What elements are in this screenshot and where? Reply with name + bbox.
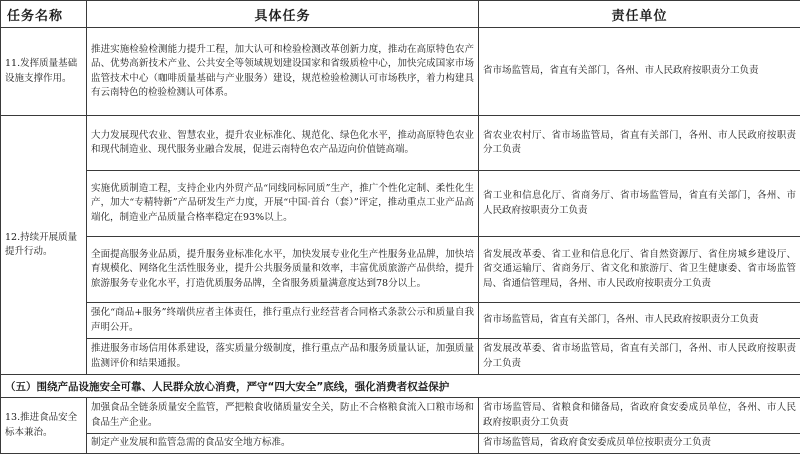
- responsible-unit-cell: 省市场监管局，省政府食安委成员单位按职责分工负责: [479, 434, 800, 454]
- task-detail-cell: 加强食品全链条质量安全监管，严把粮食收储质量安全关，防止不合格粮食流入口粮市场和食品生产企业。: [87, 398, 479, 434]
- responsible-unit-cell: 省发展改革委、省市场监管局，省直有关部门，各州、市人民政府按职责分工负责: [479, 339, 800, 375]
- table-row: [1, 339, 800, 375]
- responsible-unit-cell: 省市场监管局，省直有关部门，各州、市人民政府按职责分工负责: [479, 303, 800, 339]
- table-row: [1, 237, 800, 303]
- responsible-unit-cell: 省工业和信息化厅、省商务厅、省市场监管局，省直有关部门，各州、市人民政府按职责分工负责: [479, 171, 800, 237]
- task-name-cell: 13.推进食品安全标本兼治。: [1, 398, 87, 454]
- responsible-unit-cell: 省农业农村厅、省市场监管局，省直有关部门，各州、市人民政府按职责分工负责: [479, 116, 800, 171]
- task-detail-cell: 推进实施检验检测能力提升工程，加大认可和检验检测改革创新力度，推动在高原特色农产品、优势高新技术产业、公共安全等领域规划建设国家和省级质检中心，加快完成国家市场监管技术中心（咖啡质量基础与产业服务）建设，规范检验检测认可市场秩序，着力构建具有云南特色的检验检测认可体系。: [87, 28, 479, 116]
- task-name-cell: 12.持续开展质量提升行动。: [1, 116, 87, 375]
- header-task-name: 任务名称: [1, 1, 87, 28]
- table-row: [1, 116, 800, 171]
- task-name-cell: 11.发挥质量基础设施支撑作用。: [1, 28, 87, 116]
- table-row: [1, 171, 800, 237]
- table-row: [1, 28, 800, 116]
- header-responsible-unit: 责任单位: [479, 1, 800, 28]
- task-detail-cell: 强化“商品+服务”终端供应者主体责任，推行重点行业经营者合同格式条款公示和质量自我声明公开。: [87, 303, 479, 339]
- table-row: [1, 398, 800, 434]
- header-specific-task: 具体任务: [87, 1, 479, 28]
- task-detail-cell: 制定产业发展和监管急需的食品安全地方标准。: [87, 434, 479, 454]
- responsible-unit-cell: 省发展改革委、省工业和信息化厅、省自然资源厅、省住房城乡建设厅、省交通运输厅、省商务厅、省文化和旅游厅、省卫生健康委、省市场监管局、省通信管理局，各州、市人民政府按职责分工负责: [479, 237, 800, 303]
- table-row: [1, 434, 800, 454]
- table-header-row: [1, 1, 800, 28]
- table-row: [1, 303, 800, 339]
- task-detail-cell: 推进服务市场信用体系建设，落实质量分级制度，推行重点产品和服务质量认证，加强质量监测评价和结果通报。: [87, 339, 479, 375]
- section-heading: （五）围绕产品设施安全可靠、人民群众放心消费，严守“四大安全”底线，强化消费者权益保护: [1, 375, 800, 398]
- section-heading-row: [1, 375, 800, 398]
- responsible-unit-cell: 省市场监管局，省直有关部门，各州、市人民政府按职责分工负责: [479, 28, 800, 116]
- responsible-unit-cell: 省市场监管局、省粮食和储备局，省政府食安委成员单位，各州、市人民政府按职责分工负责: [479, 398, 800, 434]
- task-detail-cell: 实施优质制造工程，支持企业内外贸产品“同线同标同质”生产，推广个性化定制、柔性化生产，加大“专精特新”产品研发生产力度，开展“中国·首台（套）”评定，推动重点工业产品高端化，制造业产品质量合格率稳定在93%以上。: [87, 171, 479, 237]
- task-detail-cell: 全面提高服务业品质，提升服务业标准化水平，加快发展专业化生产性服务业品牌，加快培育规模化、网络化生活性服务业，提升公共服务质量和效率，丰富优质旅游产品供给，提升旅游服务专业化水平，打造优质服务品牌，全省服务质量满意度达到78分以上。: [87, 237, 479, 303]
- task-detail-cell: 大力发展现代农业、智慧农业，提升农业标准化、规范化、绿色化水平，推动高原特色农业和现代制造业、现代服务业融合发展，促进云南特色农产品迈向价值链高端。: [87, 116, 479, 171]
